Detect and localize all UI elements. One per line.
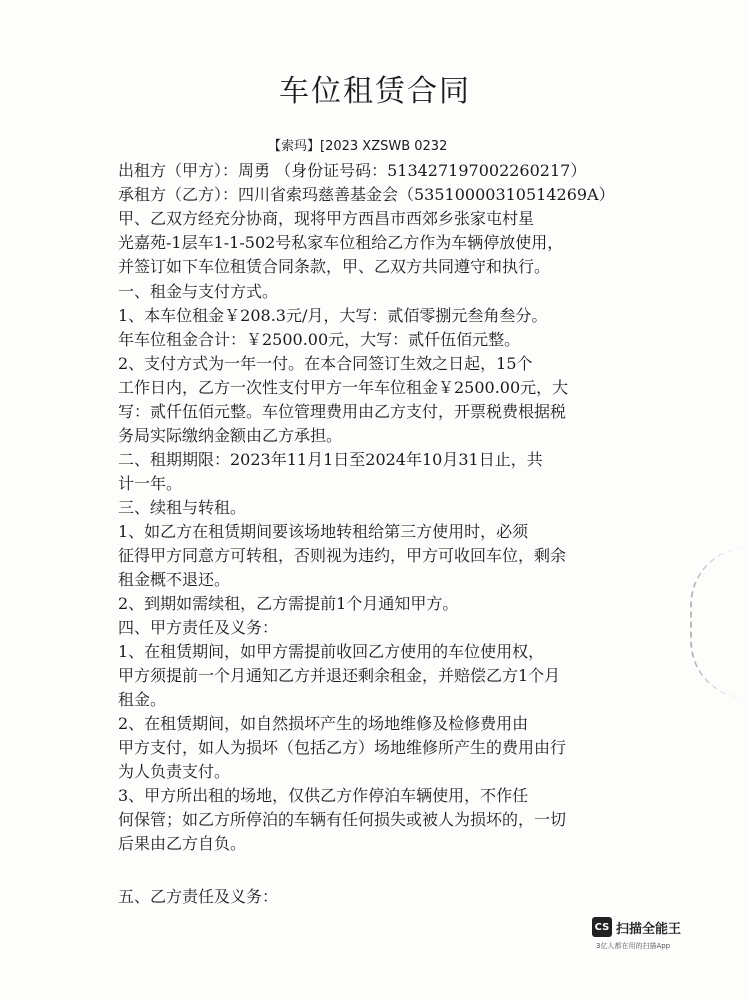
- scanner-tagline: 3亿人都在用的扫描App: [596, 942, 671, 950]
- lessor-line: 出租方（甲方）：周勇 （身份证号码：513427197002260217）: [118, 161, 587, 180]
- body-line: 租金概不退还。: [118, 570, 231, 589]
- scanner-name: 扫描全能王: [616, 921, 682, 937]
- body-line: 光嘉苑-1层车1-1-502号私家车位租给乙方作为车辆停放使用，: [118, 233, 564, 252]
- body-line: 工作日内，乙方一次性支付甲方一年车位租金￥2500.00元，大: [118, 378, 569, 397]
- body-line: 甲方须提前一个月通知乙方并退还剩余租金，并赔偿乙方1个月: [118, 666, 561, 685]
- section-heading: 一、租金与支付方式。: [118, 282, 279, 301]
- body-line: 计一年。: [118, 474, 183, 493]
- body-line: 写：贰仟伍佰元整。车位管理费用由乙方支付，开票税费根据税: [118, 402, 567, 421]
- body-line: 甲、乙双方经充分协商，现将甲方西昌市西郊乡张家屯村星: [118, 209, 535, 228]
- body-line: 务局实际缴纳金额由乙方承担。: [118, 426, 343, 445]
- body-line: 年车位租金合计：￥2500.00元，大写：贰仟伍佰元整。: [118, 330, 521, 349]
- body-line: 2、到期如需续租，乙方需提前1个月通知甲方。: [118, 594, 459, 613]
- lessee-line: 承租方（乙方）：四川省索玛慈善基金会（53510000310514269A）: [118, 185, 615, 204]
- section-heading: 三、续租与转租。: [118, 498, 247, 517]
- body-line: 2、支付方式为一年一付。在本合同签订生效之日起，15个: [118, 354, 533, 373]
- reference-number: 【索玛】[2023 XZSWB 0232: [268, 139, 448, 154]
- body-line: 后果由乙方自负。: [118, 834, 247, 853]
- body-line: 为人负责支付。: [118, 762, 231, 781]
- body-line: 征得甲方同意方可转租，否则视为违约，甲方可收回车位，剩余: [118, 546, 567, 565]
- body-line: 租金。: [118, 690, 167, 709]
- section-heading: 五、乙方责任及义务：: [118, 887, 279, 906]
- document-title: 车位租赁合同: [279, 74, 471, 109]
- body-line: 1、本车位租金￥208.3元/月，大写：贰佰零捌元叁角叁分。: [118, 306, 548, 325]
- body-line: 何保管；如乙方所停泊的车辆有任何损失或被人为损坏的，一切: [118, 810, 567, 829]
- camscanner-icon: CS: [592, 917, 612, 937]
- body-line: 1、在租赁期间，如甲方需提前收回乙方使用的车位使用权，: [118, 642, 545, 661]
- section-heading: 二、租期期限：2023年11月1日至2024年10月31日止，共: [118, 450, 543, 469]
- body-line: 2、在租赁期间，如自然损坏产生的场地维修及检修费用由: [118, 714, 529, 733]
- body-line: 1、如乙方在租赁期间要该场地转租给第三方使用时，必须: [118, 522, 529, 541]
- body-line: 并签订如下车位租赁合同条款，甲、乙双方共同遵守和执行。: [118, 257, 551, 276]
- seal-stamp-fragment: [690, 548, 747, 698]
- scanner-watermark: [592, 917, 681, 937]
- body-line: 3、甲方所出租的场地，仅供乙方作停泊车辆使用，不作任: [118, 786, 529, 805]
- section-heading: 四、甲方责任及义务：: [118, 618, 279, 637]
- body-line: 甲方支付，如人为损坏（包括乙方）场地维修所产生的费用由行: [118, 738, 567, 757]
